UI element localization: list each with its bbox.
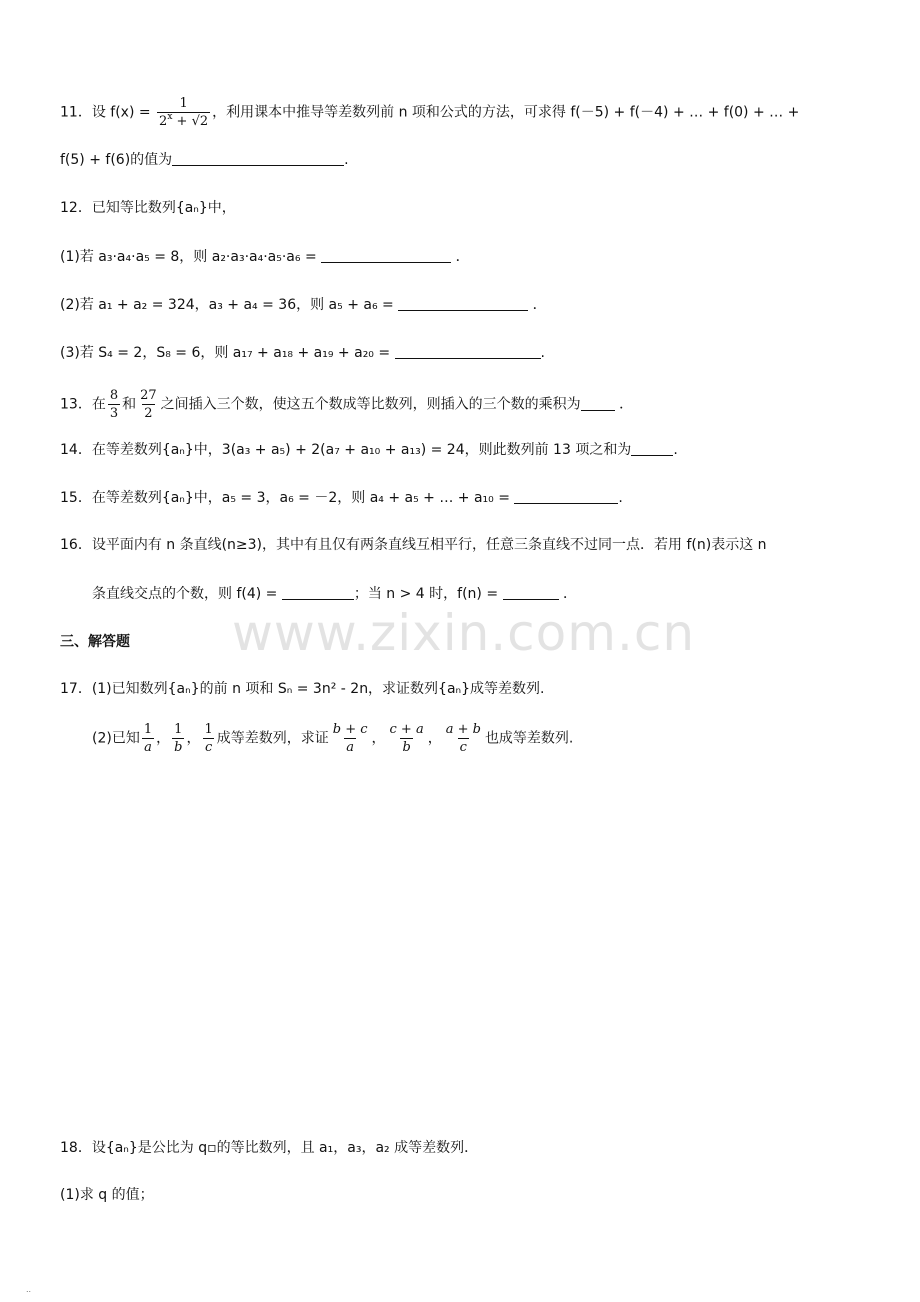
q12-part3-blank[interactable]	[395, 344, 541, 359]
q14-end: .	[673, 442, 678, 458]
q17-frac-g2	[388, 722, 426, 755]
q13-mid: 和	[122, 396, 137, 413]
q11-fx: f(x) =	[110, 104, 156, 121]
q13-fraction-1	[108, 388, 120, 421]
q12-part1-end: ．	[455, 249, 470, 265]
q17-end: 也成等差数列.	[484, 730, 574, 747]
q17-frac-g3-num: a + b	[445, 722, 481, 737]
q16-fn-blank[interactable]	[503, 585, 559, 600]
q12-part3-end: .	[540, 345, 545, 361]
q16-line2a: 条直线交点的个数，则 f(4) =	[92, 586, 278, 602]
q17-frac-g2-num: c + a	[389, 722, 424, 737]
q17-frac-1a-num: 1	[143, 722, 153, 737]
q17-comma-1: ，	[156, 730, 171, 747]
q11-frac-den-base: 2	[159, 114, 168, 129]
q13-end: ．	[619, 396, 634, 413]
q13-text: 之间插入三个数，使这五个数成等比数列，则插入的三个数的乘积为	[160, 396, 581, 413]
q15-line	[60, 488, 623, 508]
q12-part2-blank[interactable]	[398, 296, 528, 311]
q18-part1: (1)求 q 的值；	[60, 1187, 154, 1203]
q15-text: 15．在等差数列{aₙ}中，a₅ = 3，a₆ = －2，则 a₄ + a₅ + … + a₁₀ =	[60, 490, 510, 506]
q17-frac-1c-den: c	[204, 740, 213, 755]
q11-frac-den-rest: + √2	[172, 114, 209, 129]
section-heading: 三、解答题	[60, 634, 130, 650]
q17-frac-g1	[331, 722, 370, 755]
q17-comma-2: ，	[186, 730, 201, 747]
q18-line1: 18．设{aₙ}是公比为 q▫的等比数列，且 a₁，a₃，a₂ 成等差数列．	[60, 1140, 479, 1156]
q17-frac-g1-num: b + c	[332, 722, 368, 737]
q13-prefix: 13．在	[60, 396, 106, 413]
q12-part3	[60, 343, 545, 363]
q14-text: 14．在等差数列{aₙ}中，3(a₃ + a₅) + 2(a₇ + a₁₀ + a₁₃) = 24，则此数列前 13 项之和为	[60, 442, 632, 458]
q13-answer-blank[interactable]	[581, 396, 615, 411]
q16-f4-blank[interactable]	[282, 585, 354, 600]
q15-answer-blank[interactable]	[514, 489, 618, 504]
watermark: www.zixin.com.cn	[232, 604, 696, 662]
q11-line2-end: .	[344, 152, 349, 168]
q16-line2-end: ．	[562, 586, 577, 602]
q11-frac-num: 1	[179, 96, 188, 111]
q17-frac-1b	[172, 722, 184, 755]
q11-line2	[60, 150, 349, 170]
q12-part1	[60, 247, 470, 267]
q14-line	[60, 440, 678, 460]
q17-frac-1b-num: 1	[174, 722, 183, 737]
q11-text: ，利用课本中推导等差数列前 n 项和公式的方法，可求得 f(－5) + f(－4) + … + f(0) + … +	[212, 104, 800, 121]
q13-f2-num: 27	[140, 388, 157, 403]
q17-line1: 17．(1)已知数列{aₙ}的前 n 项和 Sₙ = 3n² - 2n，求证数列{aₙ}成等差数列.	[60, 681, 545, 697]
corner-mark: ..	[26, 1285, 32, 1294]
q15-end: .	[618, 490, 623, 506]
q17-frac-1b-den: b	[174, 740, 183, 755]
q17-line2	[92, 722, 573, 755]
q17-comma-3: ，	[371, 730, 386, 747]
q11-line1	[60, 96, 799, 129]
q12-part2-text: (2)若 a₁ + a₂ = 324，a₃ + a₄ = 36，则 a₅ + a₆ =	[60, 297, 394, 313]
q17-frac-g1-den: a	[346, 740, 354, 755]
q11-line2-text: f(5) + f(6)的值为	[60, 152, 173, 168]
q17-frac-1c	[202, 722, 214, 755]
q12-part3-text: (3)若 S₄ = 2，S₈ = 6，则 a₁₇ + a₁₈ + a₁₉ + a₂₀ =	[60, 345, 391, 361]
q17-frac-1a-den: a	[144, 740, 152, 755]
q13-line	[60, 388, 633, 421]
q12-part1-blank[interactable]	[321, 248, 451, 263]
q11-prefix: 11．设	[60, 104, 111, 121]
q17-frac-1a	[142, 722, 154, 755]
q17-p2-prefix: (2)已知	[92, 730, 140, 747]
q17-frac-g3	[444, 722, 483, 755]
q16-line2b: ；当 n > 4 时，f(n) =	[353, 586, 499, 602]
q12-part2-end: ．	[532, 297, 547, 313]
q17-frac-g2-den: b	[402, 740, 411, 755]
q12-part2	[60, 295, 547, 315]
q17-frac-g3-den: c	[459, 740, 467, 755]
q11-frac-den-exp: x	[167, 112, 173, 122]
q13-f1-num: 8	[109, 388, 119, 403]
q17-mid: 成等差数列，求证	[216, 730, 329, 747]
q13-f1-den: 3	[109, 406, 119, 421]
q12-intro: 12．已知等比数列{aₙ}中，	[60, 200, 236, 216]
q13-fraction-2	[138, 388, 159, 421]
q13-f2-den: 2	[144, 406, 153, 421]
q11-fraction	[157, 96, 210, 129]
q16-line2	[92, 584, 577, 604]
q14-answer-blank[interactable]	[631, 441, 673, 456]
q16-line1: 16．设平面内有 n 条直线(n≥3)，其中有且仅有两条直线互相平行，任意三条直线不过同一点．若用 f(n)表示这 n	[60, 537, 767, 553]
q11-answer-blank[interactable]	[172, 151, 344, 166]
q11-frac-den	[157, 112, 210, 129]
q17-frac-1c-num: 1	[204, 722, 213, 737]
q17-comma-4: ，	[427, 730, 442, 747]
q12-part1-text: (1)若 a₃·a₄·a₅ = 8，则 a₂·a₃·a₄·a₅·a₆ =	[60, 249, 317, 265]
